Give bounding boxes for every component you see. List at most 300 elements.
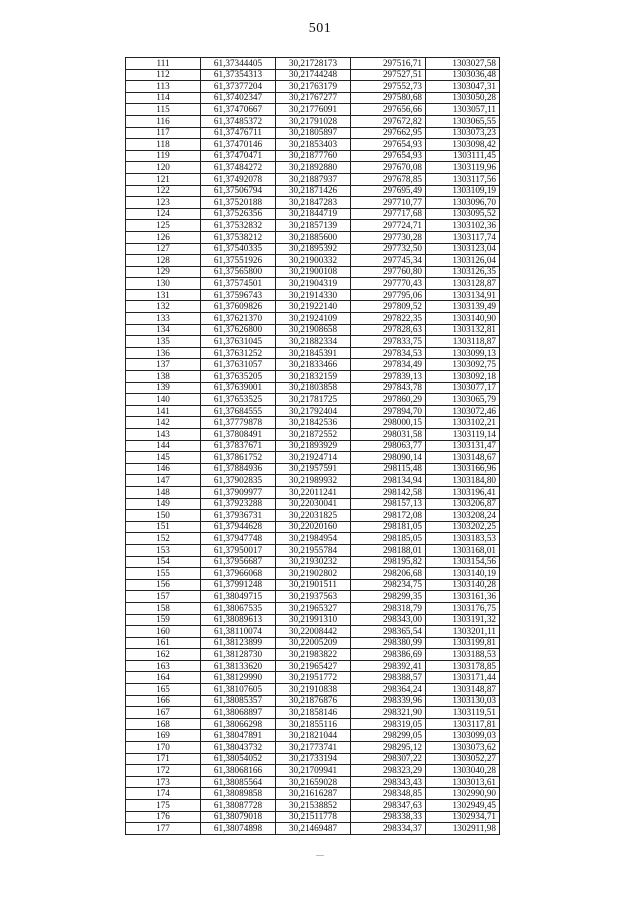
y-coordinate-cell: 1303202,25	[426, 521, 500, 533]
y-coordinate-cell: 1303183,53	[426, 533, 500, 545]
x-coordinate-cell: 297717,68	[351, 208, 426, 220]
x-coordinate-cell: 297580,68	[351, 92, 426, 104]
point-number-cell: 175	[126, 800, 201, 812]
table-row	[126, 185, 500, 197]
y-coordinate-cell: 1303140,90	[426, 313, 500, 325]
table-row	[126, 394, 500, 406]
longitude-cell: 30,21983822	[276, 649, 351, 661]
point-number-cell: 155	[126, 568, 201, 580]
table-row	[126, 556, 500, 568]
y-coordinate-cell: 1303065,55	[426, 115, 500, 127]
x-coordinate-cell: 298338,33	[351, 811, 426, 823]
latitude-cell: 61,37492078	[201, 173, 276, 185]
y-coordinate-cell: 1303117,81	[426, 718, 500, 730]
y-coordinate-cell: 1303111,45	[426, 150, 500, 162]
x-coordinate-cell: 298172,08	[351, 510, 426, 522]
point-number-cell: 128	[126, 255, 201, 267]
latitude-cell: 61,37966068	[201, 568, 276, 580]
table-row	[126, 417, 500, 429]
y-coordinate-cell: 1303132,81	[426, 324, 500, 336]
coordinates-table	[125, 57, 500, 835]
latitude-cell: 61,37377204	[201, 81, 276, 93]
latitude-cell: 61,37540335	[201, 243, 276, 255]
table-row	[126, 823, 500, 835]
table-row	[126, 173, 500, 185]
table-row	[126, 197, 500, 209]
y-coordinate-cell: 1303065,79	[426, 394, 500, 406]
latitude-cell: 61,37551926	[201, 255, 276, 267]
x-coordinate-cell: 297654,93	[351, 150, 426, 162]
y-coordinate-cell: 1303128,87	[426, 278, 500, 290]
x-coordinate-cell: 297670,08	[351, 162, 426, 174]
longitude-cell: 30,21781725	[276, 394, 351, 406]
point-number-cell: 168	[126, 718, 201, 730]
point-number-cell: 164	[126, 672, 201, 684]
latitude-cell: 61,38066298	[201, 718, 276, 730]
latitude-cell: 61,38067535	[201, 602, 276, 614]
table-row	[126, 324, 500, 336]
longitude-cell: 30,21930232	[276, 556, 351, 568]
x-coordinate-cell: 298347,63	[351, 800, 426, 812]
longitude-cell: 30,21908658	[276, 324, 351, 336]
point-number-cell: 136	[126, 347, 201, 359]
table-row	[126, 486, 500, 498]
point-number-cell: 150	[126, 510, 201, 522]
table-row	[126, 521, 500, 533]
latitude-cell: 61,38074898	[201, 823, 276, 835]
longitude-cell: 30,21728173	[276, 58, 351, 70]
y-coordinate-cell: 1303119,14	[426, 429, 500, 441]
table-row	[126, 544, 500, 556]
table-row	[126, 115, 500, 127]
latitude-cell: 61,38054052	[201, 753, 276, 765]
longitude-cell: 30,21833466	[276, 359, 351, 371]
y-coordinate-cell: 1303140,19	[426, 568, 500, 580]
y-coordinate-cell: 1303099,03	[426, 730, 500, 742]
x-coordinate-cell: 298386,69	[351, 649, 426, 661]
coordinates-table-body	[126, 58, 500, 835]
latitude-cell: 61,37476711	[201, 127, 276, 139]
x-coordinate-cell: 298343,00	[351, 614, 426, 626]
point-number-cell: 174	[126, 788, 201, 800]
latitude-cell: 61,37621370	[201, 313, 276, 325]
table-row	[126, 347, 500, 359]
table-row	[126, 139, 500, 151]
x-coordinate-cell: 298323,29	[351, 765, 426, 777]
longitude-cell: 30,22005209	[276, 637, 351, 649]
longitude-cell: 30,21858146	[276, 707, 351, 719]
point-number-cell: 154	[126, 556, 201, 568]
longitude-cell: 30,21773741	[276, 742, 351, 754]
longitude-cell: 30,21792404	[276, 405, 351, 417]
longitude-cell: 30,21511778	[276, 811, 351, 823]
x-coordinate-cell: 297822,35	[351, 313, 426, 325]
point-number-cell: 169	[126, 730, 201, 742]
latitude-cell: 61,37344405	[201, 58, 276, 70]
longitude-cell: 30,21538852	[276, 800, 351, 812]
longitude-cell: 30,21821044	[276, 730, 351, 742]
table-row	[126, 405, 500, 417]
longitude-cell: 30,22008442	[276, 626, 351, 638]
longitude-cell: 30,21853403	[276, 139, 351, 151]
point-number-cell: 118	[126, 139, 201, 151]
x-coordinate-cell: 297860,29	[351, 394, 426, 406]
longitude-cell: 30,21900332	[276, 255, 351, 267]
longitude-cell: 30,21857139	[276, 220, 351, 232]
point-number-cell: 161	[126, 637, 201, 649]
y-coordinate-cell: 1303013,61	[426, 776, 500, 788]
table-row	[126, 776, 500, 788]
latitude-cell: 61,37861752	[201, 452, 276, 464]
longitude-cell: 30,21872552	[276, 429, 351, 441]
table-row	[126, 730, 500, 742]
x-coordinate-cell: 298299,05	[351, 730, 426, 742]
x-coordinate-cell: 298157,13	[351, 498, 426, 510]
x-coordinate-cell: 298364,24	[351, 684, 426, 696]
latitude-cell: 61,37506794	[201, 185, 276, 197]
latitude-cell: 61,37947748	[201, 533, 276, 545]
table-row	[126, 266, 500, 278]
point-number-cell: 132	[126, 301, 201, 313]
point-number-cell: 129	[126, 266, 201, 278]
y-coordinate-cell: 1303040,28	[426, 765, 500, 777]
x-coordinate-cell: 297710,77	[351, 197, 426, 209]
table-row	[126, 69, 500, 81]
longitude-cell: 30,22030041	[276, 498, 351, 510]
latitude-cell: 61,37956687	[201, 556, 276, 568]
y-coordinate-cell: 1303126,35	[426, 266, 500, 278]
table-row	[126, 568, 500, 580]
point-number-cell: 137	[126, 359, 201, 371]
point-number-cell: 115	[126, 104, 201, 116]
y-coordinate-cell: 1302990,90	[426, 788, 500, 800]
point-number-cell: 177	[126, 823, 201, 835]
latitude-cell: 61,37402347	[201, 92, 276, 104]
y-coordinate-cell: 1303073,23	[426, 127, 500, 139]
x-coordinate-cell: 298134,94	[351, 475, 426, 487]
longitude-cell: 30,21902802	[276, 568, 351, 580]
point-number-cell: 138	[126, 371, 201, 383]
point-number-cell: 165	[126, 684, 201, 696]
table-row	[126, 626, 500, 638]
longitude-cell: 30,21877760	[276, 150, 351, 162]
latitude-cell: 61,37909977	[201, 486, 276, 498]
table-row	[126, 127, 500, 139]
x-coordinate-cell: 298031,58	[351, 429, 426, 441]
point-number-cell: 163	[126, 660, 201, 672]
x-coordinate-cell: 298339,96	[351, 695, 426, 707]
latitude-cell: 61,38068897	[201, 707, 276, 719]
y-coordinate-cell: 1303196,41	[426, 486, 500, 498]
page-number: 501	[308, 21, 332, 36]
latitude-cell: 61,37565800	[201, 266, 276, 278]
longitude-cell: 30,21989932	[276, 475, 351, 487]
y-coordinate-cell: 1303191,32	[426, 614, 500, 626]
y-coordinate-cell: 1303117,56	[426, 173, 500, 185]
latitude-cell: 61,37950017	[201, 544, 276, 556]
longitude-cell: 30,21914330	[276, 289, 351, 301]
x-coordinate-cell: 297834,53	[351, 347, 426, 359]
latitude-cell: 61,38089613	[201, 614, 276, 626]
point-number-cell: 130	[126, 278, 201, 290]
latitude-cell: 61,38129990	[201, 672, 276, 684]
table-row	[126, 811, 500, 823]
x-coordinate-cell: 297839,13	[351, 371, 426, 383]
longitude-cell: 30,21844719	[276, 208, 351, 220]
longitude-cell: 30,21893929	[276, 440, 351, 452]
point-number-cell: 146	[126, 463, 201, 475]
x-coordinate-cell: 298380,99	[351, 637, 426, 649]
longitude-cell: 30,21887937	[276, 173, 351, 185]
longitude-cell: 30,21937563	[276, 591, 351, 603]
latitude-cell: 61,37574501	[201, 278, 276, 290]
table-row	[126, 614, 500, 626]
table-row	[126, 382, 500, 394]
y-coordinate-cell: 1303102,36	[426, 220, 500, 232]
x-coordinate-cell: 297724,71	[351, 220, 426, 232]
longitude-cell: 30,21965327	[276, 602, 351, 614]
latitude-cell: 61,37653525	[201, 394, 276, 406]
point-number-cell: 170	[126, 742, 201, 754]
y-coordinate-cell: 1303119,51	[426, 707, 500, 719]
latitude-cell: 61,38107605	[201, 684, 276, 696]
x-coordinate-cell: 297672,82	[351, 115, 426, 127]
point-number-cell: 135	[126, 336, 201, 348]
x-coordinate-cell: 297552,73	[351, 81, 426, 93]
y-coordinate-cell: 1303148,87	[426, 684, 500, 696]
latitude-cell: 61,37923288	[201, 498, 276, 510]
longitude-cell: 30,21842536	[276, 417, 351, 429]
y-coordinate-cell: 1303102,21	[426, 417, 500, 429]
x-coordinate-cell: 298206,68	[351, 568, 426, 580]
latitude-cell: 61,38043732	[201, 742, 276, 754]
point-number-cell: 121	[126, 173, 201, 185]
table-row	[126, 301, 500, 313]
table-row	[126, 58, 500, 70]
latitude-cell: 61,37779878	[201, 417, 276, 429]
x-coordinate-cell: 298000,15	[351, 417, 426, 429]
table-row	[126, 753, 500, 765]
x-coordinate-cell: 297828,63	[351, 324, 426, 336]
table-row	[126, 440, 500, 452]
point-number-cell: 158	[126, 602, 201, 614]
point-number-cell: 116	[126, 115, 201, 127]
latitude-cell: 61,38085564	[201, 776, 276, 788]
y-coordinate-cell: 1303096,70	[426, 197, 500, 209]
y-coordinate-cell: 1303118,87	[426, 336, 500, 348]
x-coordinate-cell: 298365,54	[351, 626, 426, 638]
x-coordinate-cell: 297834,49	[351, 359, 426, 371]
latitude-cell: 61,37635205	[201, 371, 276, 383]
longitude-cell: 30,21659028	[276, 776, 351, 788]
point-number-cell: 125	[126, 220, 201, 232]
x-coordinate-cell: 298115,48	[351, 463, 426, 475]
x-coordinate-cell: 297843,78	[351, 382, 426, 394]
latitude-cell: 61,37485372	[201, 115, 276, 127]
x-coordinate-cell: 297894,70	[351, 405, 426, 417]
latitude-cell: 61,37684555	[201, 405, 276, 417]
table-row	[126, 92, 500, 104]
y-coordinate-cell: 1303134,91	[426, 289, 500, 301]
point-number-cell: 123	[126, 197, 201, 209]
y-coordinate-cell: 1303168,01	[426, 544, 500, 556]
longitude-cell: 30,21803858	[276, 382, 351, 394]
table-row	[126, 672, 500, 684]
x-coordinate-cell: 298318,79	[351, 602, 426, 614]
y-coordinate-cell: 1303057,11	[426, 104, 500, 116]
point-number-cell: 151	[126, 521, 201, 533]
longitude-cell: 30,21882334	[276, 336, 351, 348]
latitude-cell: 61,37520188	[201, 197, 276, 209]
latitude-cell: 61,37538212	[201, 231, 276, 243]
x-coordinate-cell: 298343,43	[351, 776, 426, 788]
longitude-cell: 30,21855116	[276, 718, 351, 730]
y-coordinate-cell: 1303171,44	[426, 672, 500, 684]
latitude-cell: 61,37532832	[201, 220, 276, 232]
x-coordinate-cell: 297730,28	[351, 231, 426, 243]
y-coordinate-cell: 1303154,56	[426, 556, 500, 568]
point-number-cell: 171	[126, 753, 201, 765]
table-row	[126, 684, 500, 696]
latitude-cell: 61,37902835	[201, 475, 276, 487]
table-row	[126, 475, 500, 487]
x-coordinate-cell: 297656,66	[351, 104, 426, 116]
point-number-cell: 141	[126, 405, 201, 417]
latitude-cell: 61,37526356	[201, 208, 276, 220]
latitude-cell: 61,37626800	[201, 324, 276, 336]
x-coordinate-cell: 298188,01	[351, 544, 426, 556]
x-coordinate-cell: 298295,12	[351, 742, 426, 754]
y-coordinate-cell: 1302934,71	[426, 811, 500, 823]
y-coordinate-cell: 1303099,13	[426, 347, 500, 359]
longitude-cell: 30,21924109	[276, 313, 351, 325]
x-coordinate-cell: 297695,49	[351, 185, 426, 197]
x-coordinate-cell: 298090,14	[351, 452, 426, 464]
longitude-cell: 30,21955784	[276, 544, 351, 556]
y-coordinate-cell: 1303188,53	[426, 649, 500, 661]
table-row	[126, 649, 500, 661]
y-coordinate-cell: 1302911,98	[426, 823, 500, 835]
point-number-cell: 148	[126, 486, 201, 498]
y-coordinate-cell: 1303148,67	[426, 452, 500, 464]
y-coordinate-cell: 1303072,46	[426, 405, 500, 417]
point-number-cell: 131	[126, 289, 201, 301]
latitude-cell: 61,37596743	[201, 289, 276, 301]
y-coordinate-cell: 1303052,27	[426, 753, 500, 765]
table-row	[126, 452, 500, 464]
table-row	[126, 510, 500, 522]
point-number-cell: 142	[126, 417, 201, 429]
table-row	[126, 718, 500, 730]
y-coordinate-cell: 1303119,96	[426, 162, 500, 174]
x-coordinate-cell: 298063,77	[351, 440, 426, 452]
latitude-cell: 61,37631045	[201, 336, 276, 348]
x-coordinate-cell: 297516,71	[351, 58, 426, 70]
table-row	[126, 208, 500, 220]
table-row	[126, 81, 500, 93]
y-coordinate-cell: 1303140,28	[426, 579, 500, 591]
point-number-cell: 144	[126, 440, 201, 452]
longitude-cell: 30,21847283	[276, 197, 351, 209]
longitude-cell: 30,21763179	[276, 81, 351, 93]
point-number-cell: 172	[126, 765, 201, 777]
table-row	[126, 800, 500, 812]
longitude-cell: 30,21951772	[276, 672, 351, 684]
table-row	[126, 695, 500, 707]
table-row	[126, 498, 500, 510]
latitude-cell: 61,37936731	[201, 510, 276, 522]
y-coordinate-cell: 1303077,17	[426, 382, 500, 394]
longitude-cell: 30,21733194	[276, 753, 351, 765]
point-number-cell: 156	[126, 579, 201, 591]
table-row	[126, 313, 500, 325]
latitude-cell: 61,37808491	[201, 429, 276, 441]
point-number-cell: 147	[126, 475, 201, 487]
longitude-cell: 30,21965427	[276, 660, 351, 672]
latitude-cell: 61,37631252	[201, 347, 276, 359]
table-row	[126, 533, 500, 545]
x-coordinate-cell: 298392,41	[351, 660, 426, 672]
longitude-cell: 30,21767277	[276, 92, 351, 104]
longitude-cell: 30,21922140	[276, 301, 351, 313]
longitude-cell: 30,21469487	[276, 823, 351, 835]
y-coordinate-cell: 1303095,52	[426, 208, 500, 220]
y-coordinate-cell: 1303123,04	[426, 243, 500, 255]
table-row	[126, 104, 500, 116]
y-coordinate-cell: 1303208,24	[426, 510, 500, 522]
x-coordinate-cell: 297527,51	[351, 69, 426, 81]
table-row	[126, 788, 500, 800]
y-coordinate-cell: 1303206,87	[426, 498, 500, 510]
x-coordinate-cell: 298388,57	[351, 672, 426, 684]
x-coordinate-cell: 298334,37	[351, 823, 426, 835]
x-coordinate-cell: 297745,34	[351, 255, 426, 267]
x-coordinate-cell: 298142,58	[351, 486, 426, 498]
longitude-cell: 30,22011241	[276, 486, 351, 498]
point-number-cell: 153	[126, 544, 201, 556]
x-coordinate-cell: 297770,43	[351, 278, 426, 290]
table-row	[126, 579, 500, 591]
latitude-cell: 61,37639001	[201, 382, 276, 394]
latitude-cell: 61,38123899	[201, 637, 276, 649]
y-coordinate-cell: 1303184,80	[426, 475, 500, 487]
point-number-cell: 167	[126, 707, 201, 719]
table-row	[126, 602, 500, 614]
longitude-cell: 30,21616287	[276, 788, 351, 800]
longitude-cell: 30,21901511	[276, 579, 351, 591]
y-coordinate-cell: 1303130,03	[426, 695, 500, 707]
longitude-cell: 30,22020160	[276, 521, 351, 533]
point-number-cell: 173	[126, 776, 201, 788]
point-number-cell: 117	[126, 127, 201, 139]
table-row	[126, 742, 500, 754]
longitude-cell: 30,21791028	[276, 115, 351, 127]
table-row	[126, 371, 500, 383]
point-number-cell: 126	[126, 231, 201, 243]
longitude-cell: 30,21744248	[276, 69, 351, 81]
x-coordinate-cell: 298234,75	[351, 579, 426, 591]
point-number-cell: 134	[126, 324, 201, 336]
latitude-cell: 61,37470471	[201, 150, 276, 162]
longitude-cell: 30,21832159	[276, 371, 351, 383]
table-row	[126, 150, 500, 162]
point-number-cell: 127	[126, 243, 201, 255]
point-number-cell: 119	[126, 150, 201, 162]
y-coordinate-cell: 1303027,58	[426, 58, 500, 70]
point-number-cell: 176	[126, 811, 201, 823]
x-coordinate-cell: 297809,52	[351, 301, 426, 313]
longitude-cell: 30,21924714	[276, 452, 351, 464]
